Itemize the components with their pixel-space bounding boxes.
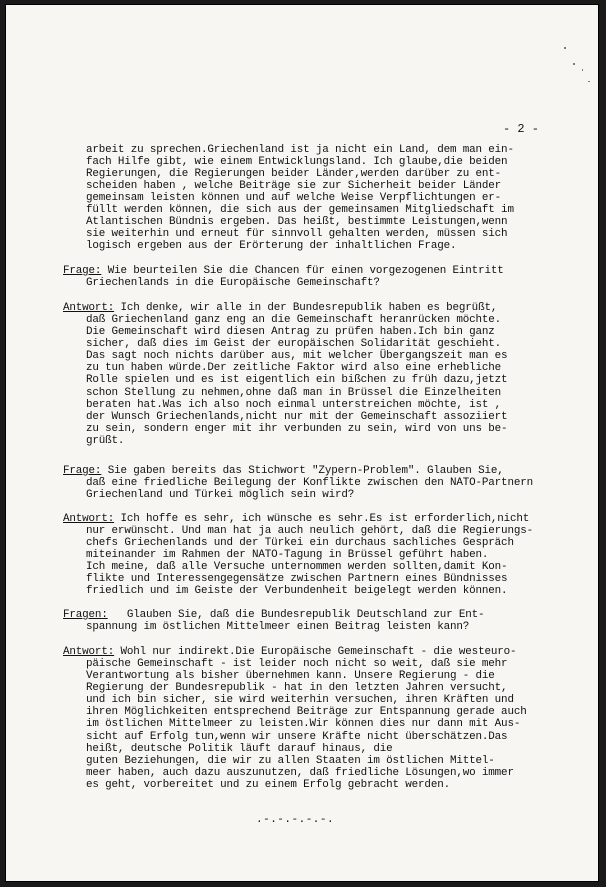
text-line: ihren Möglichkeiten entsprechend Beiträge zur Entspannung gerade auch <box>86 706 527 719</box>
text-line <box>63 513 529 525</box>
text-line: Regierungen, die Regierungen beider Länder,werden darüber zu ent- <box>86 168 502 180</box>
text-line: es geht, vorbereitet und zu einem Erfolg gebracht werden. <box>86 778 450 791</box>
text-line: Griechenland und Türkei möglich sein wird? <box>86 489 355 501</box>
text-line: Rolle spielen und es ist eigentlich ein bißchen zu früh dazu,jetzt <box>86 374 508 387</box>
text-line: meer haben, auch dazu auszunutzen, daß friedliche Lösungen,wo immer <box>86 766 514 779</box>
text-line: daß eine friedliche Beilegung der Konflikte zwischen den NATO-Partnern <box>86 477 533 489</box>
text-line: Griechenlands in die Europäische Gemeinschaft? <box>86 277 380 289</box>
line-text: Sie gaben bereits das Stichwort "Zypern-Problem". Glauben Sie, <box>101 465 504 477</box>
speaker-label: Antwort: <box>63 646 115 658</box>
text-line: heißt, deutsche Politik läuft darauf hinaus, die <box>86 742 393 755</box>
text-line <box>63 465 504 477</box>
text-line: sicher, daß dies im Geist der europäischen Solidarität geschieht. <box>86 338 502 351</box>
line-text: Ich hoffe es sehr, ich wünsche es sehr.Es ist erforderlich,nicht <box>114 513 530 525</box>
text-line: miteinander im Rahmen der NATO-Tagung in Brüssel geführt haben. <box>86 549 489 562</box>
text-line: friedlich und im Geiste der Verbundenheit beigelegt werden können. <box>86 585 508 598</box>
text-line: fach Hilfe gibt, wie einem Entwicklungsland. Ich glaube,die beiden <box>86 156 508 168</box>
text-line: sie weiterhin und erneut für sinnvoll gehalten werden, müssen sich <box>86 228 508 240</box>
line-text: Wohl nur indirekt.Die Europäische Gemeinschaft - die westeuro- <box>114 646 517 658</box>
text-line: füllt werden können, die sich aus der gemeinsamen Mitgliedschaft im <box>86 204 514 216</box>
text-line <box>63 302 497 314</box>
text-line <box>63 609 484 621</box>
line-text: Ich denke, wir alle in der Bundesrepublik haben es begrüßt, <box>114 302 498 314</box>
text-line: flikte und Interessengegensätze zwischen Partnern eines Bündnisses <box>86 573 508 586</box>
text-line: sicht auf Erfolg tun,wenn wir unsere Kräfte nicht überschätzen.Das <box>86 730 508 743</box>
speaker-label: Antwort: <box>63 302 115 314</box>
document-page <box>5 4 599 882</box>
text-line: Das sagt noch nichts darüber aus, mit welcher Übergangszeit man es <box>86 350 508 363</box>
text-line: spannung im östlichen Mittelmeer einen Beitrag leisten kann? <box>86 621 470 633</box>
text-line: nur erwünscht. Und man hat ja auch neulich gehört, daß die Regierungs- <box>86 525 533 538</box>
scan-speck <box>564 47 566 49</box>
scan-speck <box>582 69 583 71</box>
text-line: grüßt. <box>86 434 125 447</box>
scan-speck <box>573 63 575 65</box>
speaker-label: Frage: <box>63 265 102 277</box>
text-line: daß Griechenland ganz eng an die Gemeinschaft heranrücken möchte. <box>86 314 502 327</box>
text-line: Die Gemeinschaft wird diesen Antrag zu prüfen haben.Ich bin ganz <box>86 326 495 339</box>
text-line: Regierung der Bundesrepublik - hat in den letzten Jahren versucht, <box>86 682 508 695</box>
text-line: schon Stellung zu nehmen,ohne daß man in Brüssel die Einzelheiten <box>86 386 502 399</box>
text-line: zu tun haben würde.Der zeitliche Faktor wird also eine erhebliche <box>86 362 502 375</box>
text-line: arbeit zu sprechen.Griechenland ist ja nicht ein Land, dem man ein- <box>86 144 514 156</box>
text-line <box>63 646 516 658</box>
text-line <box>63 265 504 277</box>
text-line: scheiden haben , welche Beiträge sie zur Sicherheit beider Länder <box>86 180 502 192</box>
speaker-label: Frage: <box>63 465 102 477</box>
text-line: der Wunsch Griechenlands,nicht nur mit der Gemeinschaft assoziiert <box>86 410 508 423</box>
speaker-label: Antwort: <box>63 513 115 525</box>
text-line: chefs Griechenlands und der Türkei ein durchaus sachliches Gespräch <box>86 537 514 550</box>
text-line: guten Beziehungen, die wir zu allen Staaten im östlichen Mittel- <box>86 754 495 767</box>
text-line: im östlichen Mittelmeer zu leisten.Wir können dies nur dann mit Aus- <box>86 718 521 731</box>
text-line: und ich bin sicher, sie wird weiterhin versuchen, ihren Kräften und <box>86 694 514 707</box>
line-text: Glauben Sie, daß die Bundesrepublik Deutschland zur Ent- <box>107 609 485 621</box>
text-line: Verantwortung als bisher übernehmen kann. Unsere Regierung - die <box>86 670 495 683</box>
text-line: Ich meine, daß alle Versuche unternommen werden sollten,damit Kon- <box>86 561 508 574</box>
text-line: logisch ergeben aus der Erörterung der inhaltlichen Frage. <box>86 240 457 252</box>
page-number: - 2 - <box>503 122 540 136</box>
line-text: Wie beurteilen Sie die Chancen für einen vorgezogenen Eintritt <box>101 265 504 277</box>
text-line: beraten hat.Was ich also noch einmal unterstreichen möchte, ist , <box>86 398 502 411</box>
scan-speck <box>588 81 590 82</box>
text-line: zu sein, sondern enger mit ihr verbunden zu sein, wird von uns be- <box>86 422 508 435</box>
text-line: päische Gemeinschaft - ist leider noch nicht so weit, daß sie mehr <box>86 658 508 671</box>
end-separator: .-.-.-.-.-. <box>256 814 335 826</box>
text-line: Atlantischen Bündnis ergeben. Das heißt, bestimmte Leistungen,wenn <box>86 216 508 228</box>
speaker-label: Fragen: <box>63 609 108 621</box>
text-line: gemeinsam leisten können und auf welche Weise Verpflichtungen er- <box>86 192 502 204</box>
